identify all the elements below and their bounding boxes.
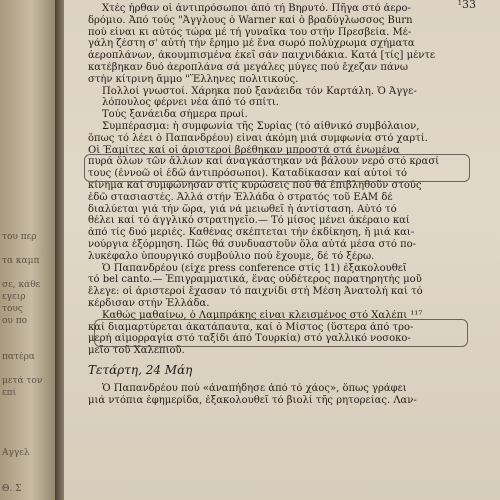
text-line: λυκέφαλο ὑπουργικό συμβούλιο πού ἔχουμε, δέ τό ξέρω. [88, 250, 375, 262]
text-line: Τούς ξανάειδα σήμερα πρωί. [102, 109, 248, 121]
text-line: μερή αἱμορραγία στό ταξίδι ἀπό Τουρκία) στό γαλλικό νοσοκο- [88, 333, 411, 345]
text-line: Πολλοί γνωστοί. Χάρηκα πού ξανάειδα τόν Καρτάλη. Ὁ Ἀγγε- [102, 85, 417, 97]
hand-drawn-circle-2 [94, 319, 468, 347]
text-line: στήν κίτρινη ἄμμο "Ἕλληνες πολιτικούς. [88, 73, 299, 85]
text-line: τους (ἐννοῶ οἱ ἐδῶ ἀντιπρόσωποι). Καταδίκασαν καί αὐτοί τό [88, 168, 407, 180]
text-line: καί διαμαρτύρεται ἀκατάπαυτα, καί ὁ Μίστος (ὕστερα ἀπό τρο- [88, 321, 414, 333]
hand-drawn-circle-1 [84, 154, 470, 182]
text-line: διαλύεται γιά τήν ὥρα, γιά νά μειωθεῖ ἡ ἀντίσταση. Αὐτό τό [88, 203, 397, 215]
facing-page-edge [0, 0, 58, 500]
text-line: Ὁ Παπανδρέου πού «ἀναπήδησε ἀπό τό χάος», ὅπως γράφει [102, 382, 407, 394]
facing-page-fragment: επί [2, 388, 17, 398]
facing-page-fragment: σε, κάθε [2, 280, 41, 290]
text-line: Οἱ Ἐαμίτες καί οἱ ἀριστεροί βρέθηκαν μπροστά στά ἑνωμένα [88, 144, 400, 156]
text-line: μιά ντόπια ἐφημερίδα, ἐξακολουθεῖ τό βιολί τῆς ρητορείας. Λαν- [88, 394, 417, 406]
facing-page-fragment: Θ. Σ [2, 484, 22, 494]
text-line: πυρά ὅλων τῶν ἄλλων καί ἀναγκάστηκαν νά βάλουν νερό στό κρασί [88, 156, 440, 168]
facing-page-fragment: του περ [2, 232, 37, 242]
text-line: θέλει καί τό ἀγγλικό στρατηγεῖο.— Τό μίσος μένει ἀκέραιο καί [88, 215, 410, 227]
text-line: δρόμιο. Ἀπό τούς "Ἀγγλους ὁ Warner καί ὁ βραδύγλωσσος Burn [88, 14, 413, 26]
facing-page-fragment: τους [2, 304, 23, 314]
text-line: μεῖο τοῦ Χαλεπιοῦ. [88, 345, 185, 357]
text-line: ἀεροπλάνων, ἀκουμπισμένα ἐκεῖ σάν παιχνιδάκια. Κατά [τίς] μέντε [88, 50, 436, 62]
text-line: ἐδῶ στασιαστές. Ἀλλά στήν Ἑλλάδα ὁ στρατός τοῦ ΕΑΜ δέ [88, 191, 393, 203]
section-heading: Τετάρτη, 24 Μάη [88, 362, 193, 377]
text-line: Καθώς μαθαίνω, ὁ Λαμπράκης εἶναι κλεισμένος στό Χαλέπι ¹¹⁷ [102, 309, 423, 321]
text-line: νούργια ἐξόρμηση. Πῶς θά συνδυαστοῦν ὅλα αὐτά μέσα στό πο- [88, 238, 417, 250]
page-number: ¹33 [457, 0, 476, 11]
text-line: Χτές ἦρθαν οἱ ἀντιπρόσωποι ἀπό τή Βηρυτό. Πῆγα στό ἀερο- [102, 3, 411, 14]
facing-page-fragment: Αγγελ [2, 448, 30, 458]
book-page [64, 0, 500, 500]
text-line: ἔλεγε: οἱ ἀριστεροί ἔχασαν τό παιχνίδι στή Μέση Ἀνατολή καί τό [88, 286, 423, 298]
facing-page-fragment: ου πο [2, 316, 28, 326]
text-line: κατέβηκαν δυό ἀεροπλάνα σά μεγάλες μύγες πού ἔχεζαν πάνω [88, 61, 408, 73]
text-line: ἀπό τίς δυό μεριές. Καθένας σκέπτεται τήν ἐκδίκηση, ἤ μιά και- [88, 227, 415, 239]
facing-page-fragment: πατέρα [2, 352, 36, 362]
facing-page-fragment: εγειρ [2, 292, 26, 302]
text-line: λόπουλος φέρνει νέα ἀπό τό σπίτι. [102, 97, 279, 109]
text-line: πού εἶναι κι αὐτός τώρα μέ τή γυναῖκα του στήν Πρεσβεία. Μέ- [88, 26, 412, 38]
text-line: τό bel canto.— Ἐπιγραμματικά, ἕνας οὐδέτερος παρατηρητής μοῦ [88, 274, 422, 286]
facing-page-fragment: μετά τον [2, 376, 43, 386]
text-line: γάλη ζέστη σ' αὐτή τήν ἔρημο μέ ἕνα σωρό πολύχρωμα σχήματα [88, 38, 415, 50]
text-line: κίνημα καί συμφώνησαν στίς κυρώσεις πού θά ἐπιβληθοῦν στούς [88, 179, 422, 191]
text-line: κέρδισαν στήν Ἑλλάδα. [88, 297, 210, 309]
text-line: ὅπως τό λέει ὁ Παπανδρέου) εἶναι ἀκόμη μιά συμφωνία στό χαρτί. [88, 132, 428, 144]
text-line: Ὁ Παπανδρέου (εἶχε press conference στίς 11) ἐξακολουθεῖ [102, 262, 407, 274]
text-line: Συμπέρασμα: ἡ συμφωνία τῆς Συρίας (τό αἰθνικό συμβόλαιον, [102, 120, 420, 132]
facing-page-fragment: τα καμπ [2, 256, 40, 266]
